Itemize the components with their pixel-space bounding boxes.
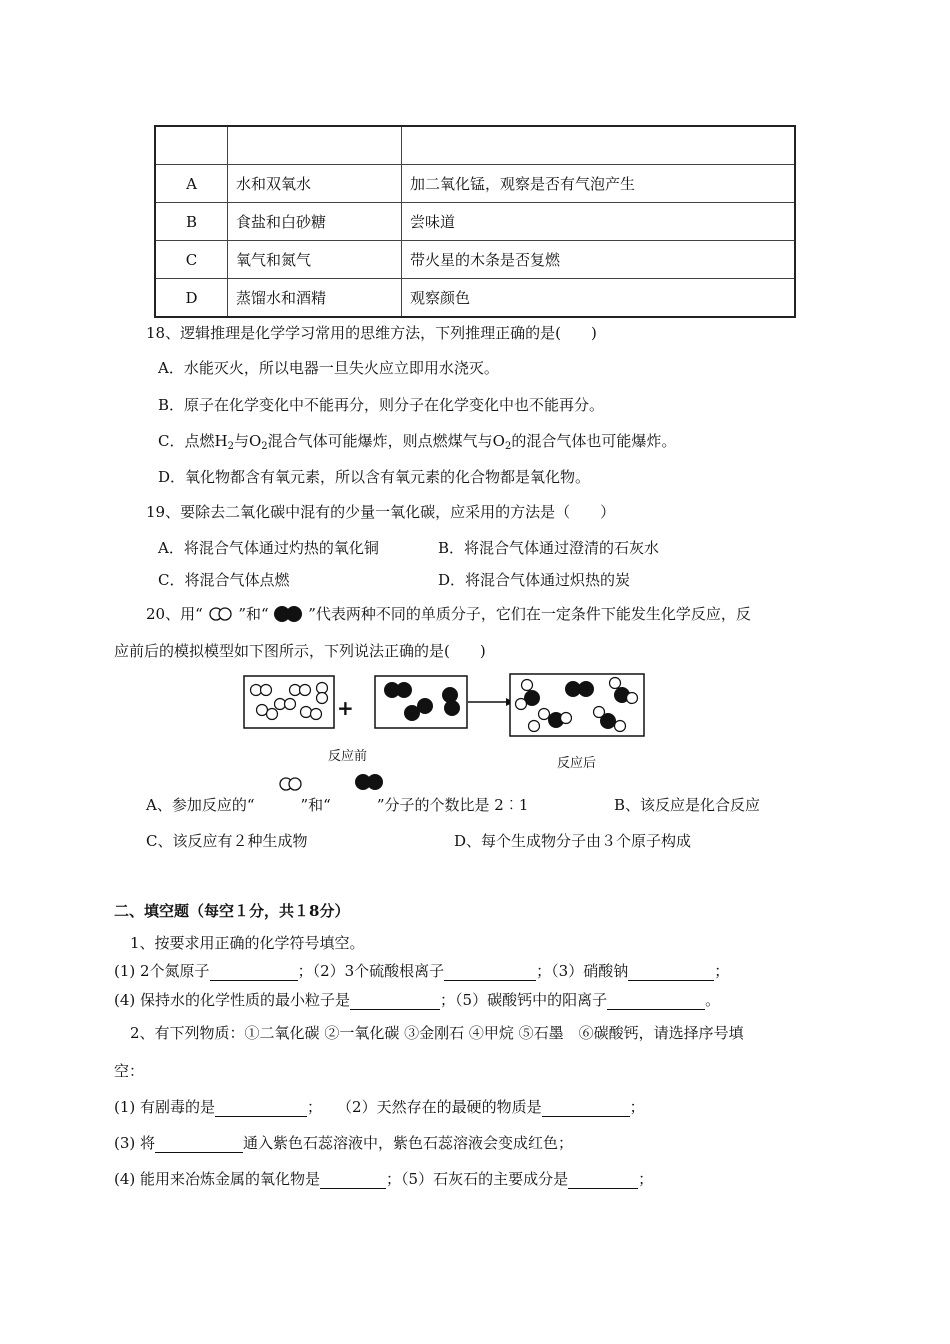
table-row [155,165,795,203]
substances-cell: 氧气和氮气 [228,241,402,279]
method-cell: 带火星的木条是否复燃 [402,241,796,279]
table-row [155,203,795,241]
blank-2[interactable] [444,964,536,981]
fill-q2-line2: (3) 将 通入紫色石蕊溶液中，紫色石蕊溶液会变成红色； [114,1134,574,1152]
blank-1[interactable] [210,964,298,981]
q18-option-b: B．原子在化学变化中不能再分，则分子在化学变化中也不能再分。 [158,396,605,414]
substances-cell: 食盐和白砂糖 [228,203,402,241]
substances-cell: 水和双氧水 [228,165,402,203]
q19-stem: 19、要除去二氧化碳中混有的少量一氧化碳，应采用的方法是（ ） [146,503,616,521]
black-molecule-icon [354,773,384,791]
method-cell [402,126,796,165]
blank-9[interactable] [320,1172,386,1189]
q18-option-a: A．水能灭火，所以电器一旦失火应立即用水浇灭。 [158,359,499,377]
fill-q1-stem: 1、按要求用正确的化学符号填空。 [130,934,365,952]
q18-stem: 18、逻辑推理是化学学习常用的思维方法，下列推理正确的是( ) [146,324,597,342]
q18-option-d: D．氧化物都含有氧元素，所以含有氧元素的化合物都是氧化物。 [158,468,591,486]
table-row [155,241,795,279]
table-row [155,126,795,165]
fill-q1-line1: (1) 2个氮原子 ；（2）3个硫酸根离子 ；（3）硝酸钠 ； [114,962,730,980]
plus-sign: + [337,696,354,720]
section2-title: 二、填空题（每空１分，共１8分） [114,902,350,920]
q19-option-a: A．将混合气体通过灼热的氧化铜 [158,539,379,557]
blank-10[interactable] [568,1172,638,1189]
after-label: 反应后 [557,756,597,771]
option-key: B [155,203,228,241]
q20-option-c: C、该反应有２种生成物 [146,832,308,850]
option-key [155,126,228,165]
option-key: C [155,241,228,279]
substances-cell [228,126,402,165]
black-molecule-icon [273,605,303,623]
fill-q2-stem: 2、有下列物质：①二氧化碳 ②一氧化碳 ③金刚石 ④甲烷 ⑤石墨 ⑥碳酸钙，请选择序号填 [130,1024,744,1042]
blank-5[interactable] [607,993,705,1010]
fill-q1-line2: (4) 保持水的化学性质的最小粒子是 ；（5）碳酸钙中的阳离子 。 [114,991,721,1009]
q20-option-d: D、每个生成物分子由３个原子构成 [454,832,692,850]
q20-option-a: A、参加反应的“ ”和“ ”分子的个数比是 2︰1 [146,796,529,814]
q19-option-b: B．将混合气体通过澄清的石灰水 [438,539,660,557]
fill-q2-line3: (4) 能用来冶炼金属的氧化物是 ；（5）石灰石的主要成分是 ； [114,1170,654,1188]
q19-option-d: D．将混合气体通过炽热的炭 [438,571,631,589]
q20-option-b: B、该反应是化合反应 [614,796,761,814]
blank-8[interactable] [155,1136,243,1153]
q20-stem-cont: 应前后的模拟模型如下图所示，下列说法正确的是( ) [114,642,486,660]
q18-option-c: C．点燃$H_2$与$O_2$混合气体可能爆炸，则点燃煤气与$O_2$的混合气体也可能爆炸。 [158,432,677,452]
substances-cell: 蒸馏水和酒精 [228,279,402,318]
blank-7[interactable] [542,1100,630,1117]
q20-stem: 20、用“ ”和“ ”代表两种不同的单质分子，它们在一定条件下能发生化学反应，反 [146,605,751,623]
method-cell: 尝味道 [402,203,796,241]
before-label: 反应前 [328,749,368,764]
blank-4[interactable] [350,993,440,1010]
fill-q2-stem-cont: 空： [114,1062,145,1080]
method-cell: 加二氧化锰，观察是否有气泡产生 [402,165,796,203]
blank-6[interactable] [215,1100,307,1117]
table-row [155,279,795,318]
q19-option-c: C．将混合气体点燃 [158,571,290,589]
option-key: A [155,165,228,203]
blank-3[interactable] [628,964,714,981]
white-molecule-icon [279,776,303,792]
options-table [154,125,796,318]
method-cell: 观察颜色 [402,279,796,318]
fill-q2-line1: (1) 有剧毒的是 ； （2）天然存在的最硬的物质是 ； [114,1098,645,1116]
option-key: D [155,279,228,318]
white-molecule-icon [208,606,234,622]
